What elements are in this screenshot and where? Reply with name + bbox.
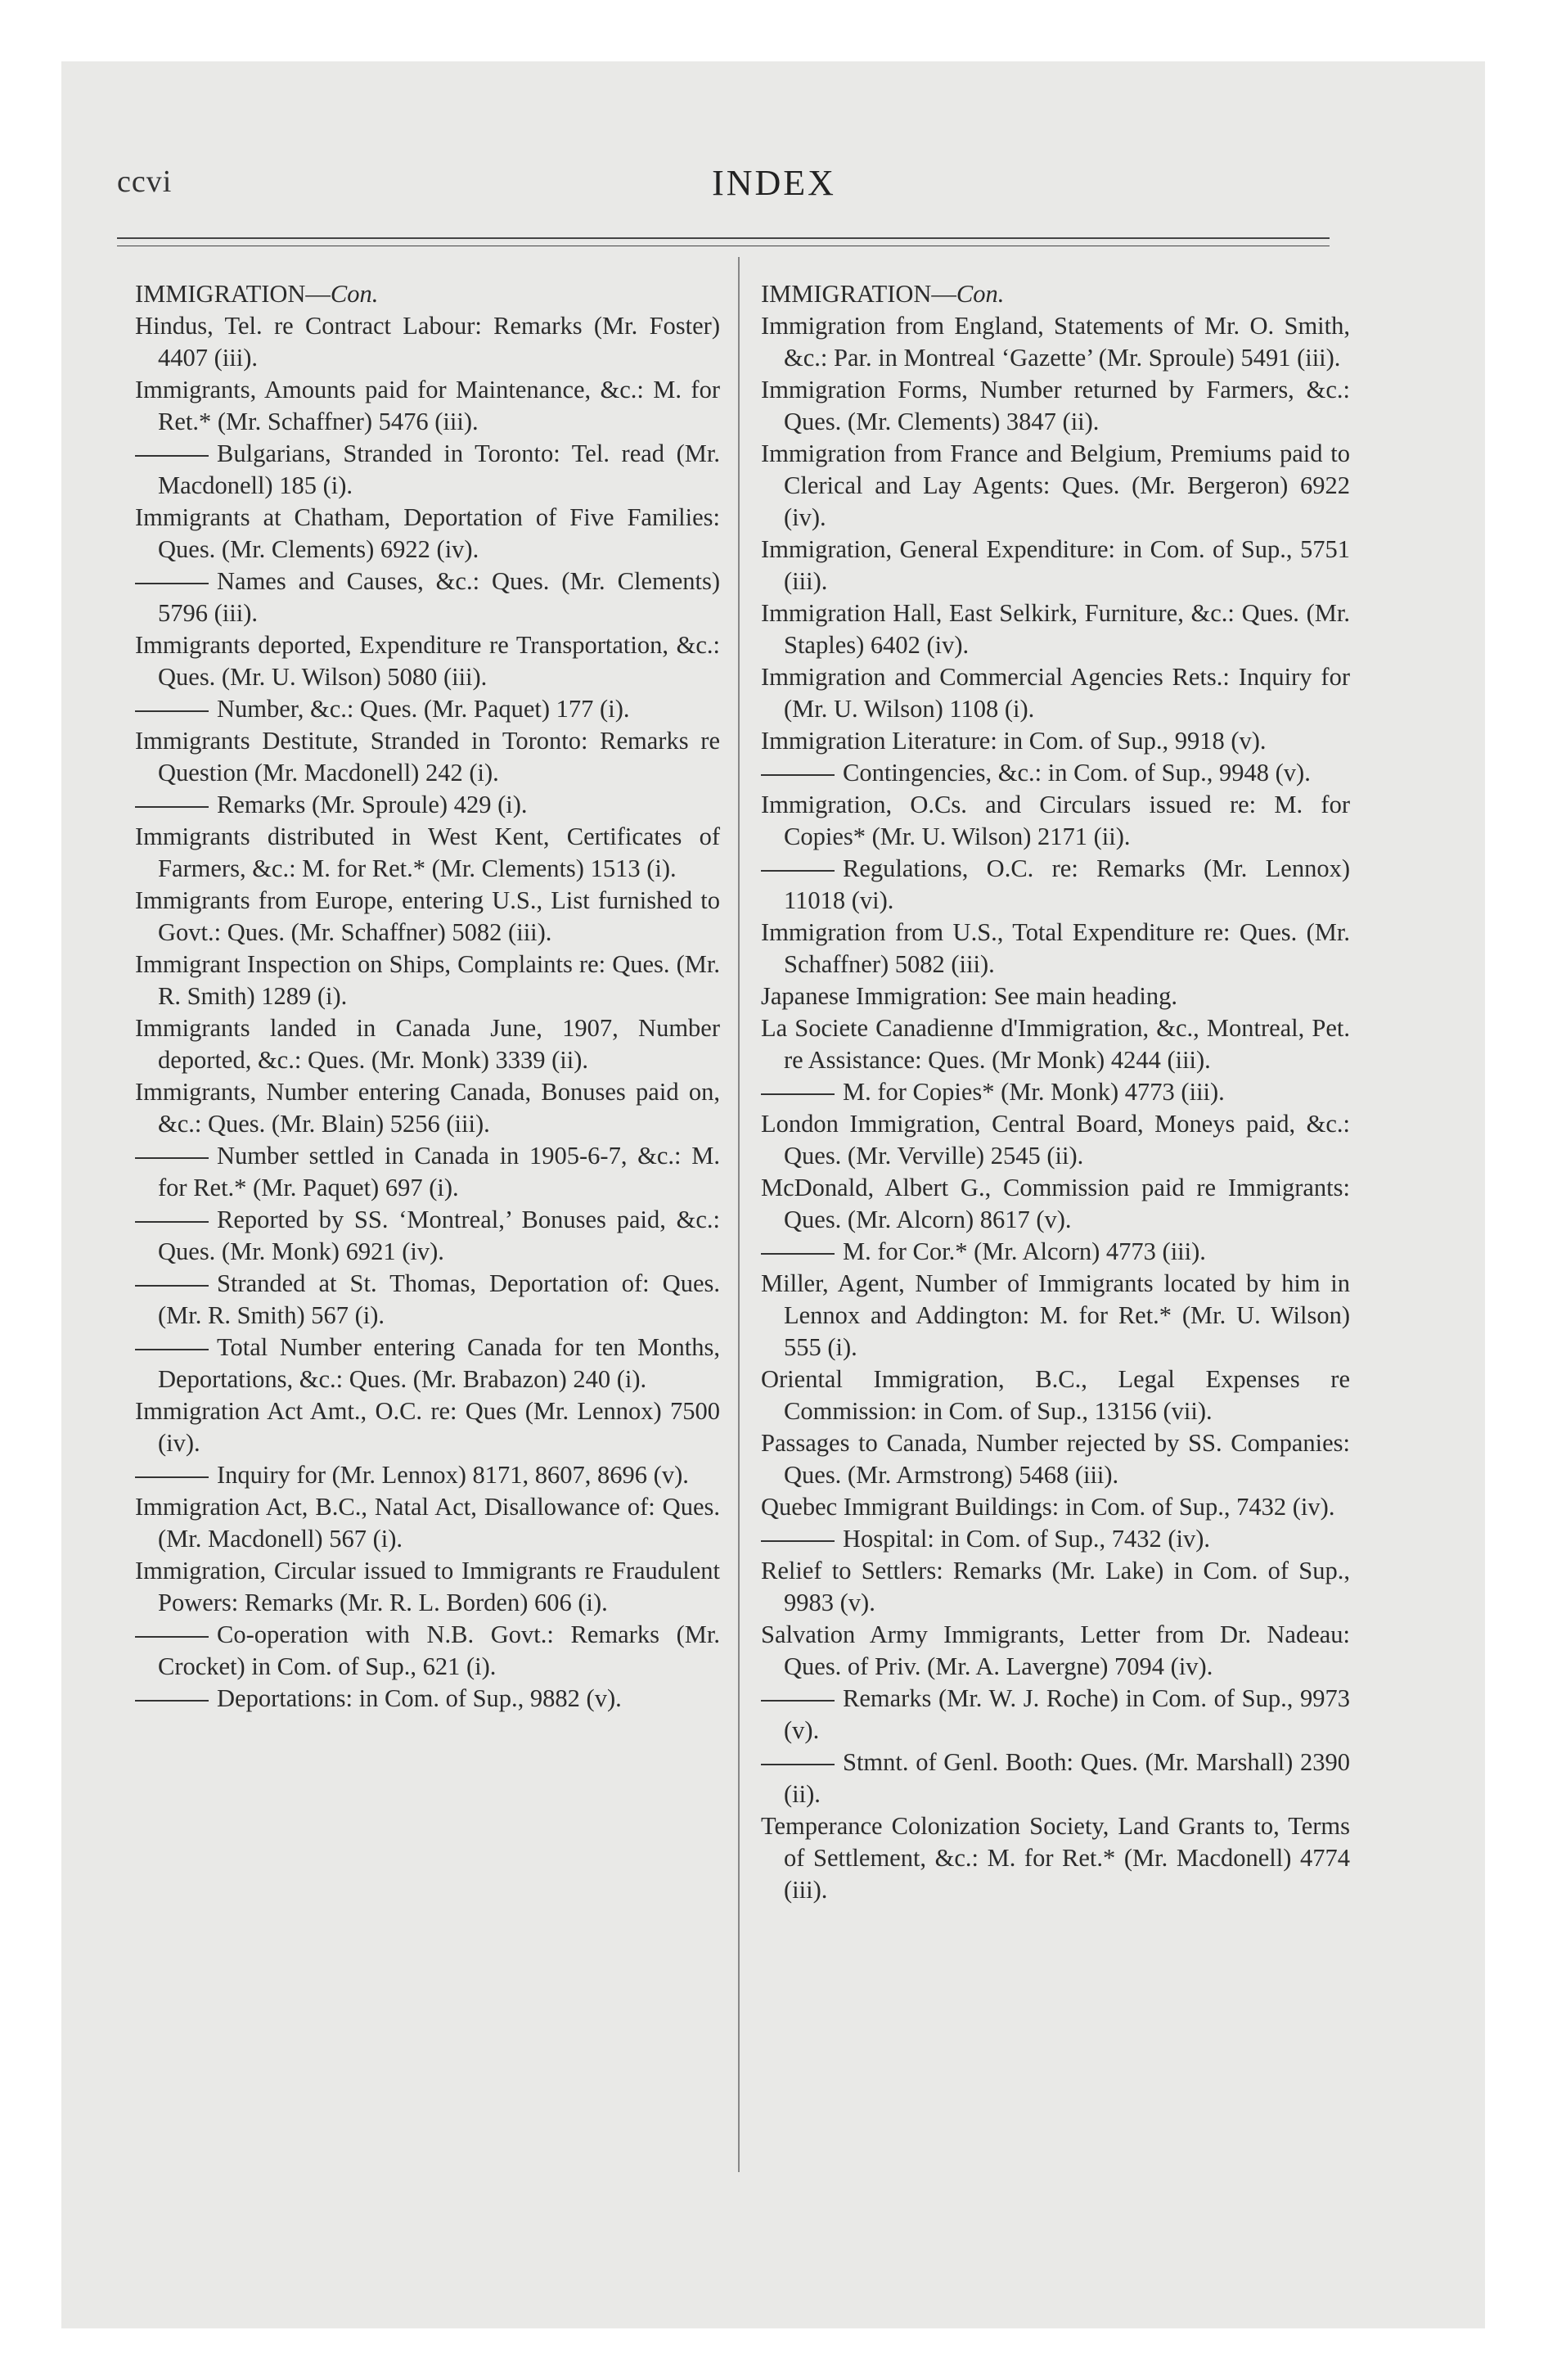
ditto-dash [761, 1764, 835, 1765]
index-entry-text: McDonald, Albert G., Commission paid re Immigrants: Ques. (Mr. Alcorn) 8617 (v). [761, 1174, 1350, 1233]
index-entry [761, 1364, 1350, 1427]
index-entry [135, 821, 720, 885]
index-entry [761, 853, 1350, 917]
left-column [135, 278, 720, 1715]
left-index-entries [135, 310, 720, 1715]
index-entry-text: Miller, Agent, Number of Immigrants located by him in Lennox and Addington: M. for Ret.* (Mr. U. Wilson) 555 (i). [761, 1269, 1350, 1361]
index-entry-text: M. for Copies* (Mr. Monk) 4773 (iii). [843, 1078, 1225, 1106]
index-entry [135, 374, 720, 438]
ditto-dash [135, 1636, 209, 1638]
index-entry [761, 917, 1350, 980]
index-entry-text: Deportations: in Com. of Sup., 9882 (v). [217, 1684, 622, 1712]
index-entry [761, 1108, 1350, 1172]
index-entry [135, 1076, 720, 1140]
index-entry [761, 661, 1350, 725]
left-column-heading [135, 278, 720, 310]
index-entry-text: M. for Cor.* (Mr. Alcorn) 4773 (iii). [843, 1237, 1206, 1265]
index-entry-text: Immigration and Commercial Agencies Rets.: Inquiry for (Mr. U. Wilson) 1108 (i). [761, 663, 1350, 723]
index-entry [135, 1555, 720, 1619]
index-entry-text: Immigration from France and Belgium, Premiums paid to Clerical and Lay Agents: Ques. (Mr. Bergeron) 6922 (iv). [761, 439, 1350, 531]
index-entry [135, 1268, 720, 1332]
index-entry-text: Number settled in Canada in 1905-6-7, &c.: M. for Ret.* (Mr. Paquet) 697 (i). [158, 1142, 720, 1201]
index-entry-text: Passages to Canada, Number rejected by SS. Companies: Ques. (Mr. Armstrong) 5468 (iii). [761, 1429, 1350, 1489]
index-entry [135, 1140, 720, 1204]
index-entry-text: Immigrants distributed in West Kent, Certificates of Farmers, &c.: M. for Ret.* (Mr. Clements) 1513 (i). [135, 823, 720, 882]
index-entry [761, 1523, 1350, 1555]
heading-main: IMMIGRATION— [135, 280, 331, 308]
index-entry-text: Immigrants landed in Canada June, 1907, Number deported, &c.: Ques. (Mr. Monk) 3339 (ii). [135, 1014, 720, 1074]
heading-continued: Con. [330, 280, 379, 308]
ditto-dash [135, 1349, 209, 1350]
index-entry-text: Immigration Act, B.C., Natal Act, Disallowance of: Ques. (Mr. Macdonell) 567 (i). [135, 1493, 720, 1553]
heading-continued: Con. [956, 280, 1005, 308]
index-entry-text: Immigrants at Chatham, Deportation of Five Families: Ques. (Mr. Clements) 6922 (iv). [135, 503, 720, 563]
ditto-dash [135, 806, 209, 808]
ditto-dash [761, 774, 835, 776]
index-entry-text: Immigrants deported, Expenditure re Transportation, &c.: Ques. (Mr. U. Wilson) 5080 (iii). [135, 631, 720, 691]
index-entry [761, 725, 1350, 757]
index-entry-text: Remarks (Mr. W. J. Roche) in Com. of Sup., 9973 (v). [784, 1684, 1350, 1744]
index-entry-text: Total Number entering Canada for ten Months, Deportations, &c.: Ques. (Mr. Brabazon) 240 (i). [158, 1333, 720, 1393]
ditto-dash [135, 455, 209, 457]
index-entry [761, 1810, 1350, 1906]
index-entry-text: London Immigration, Central Board, Moneys paid, &c.: Ques. (Mr. Verville) 2545 (ii). [761, 1110, 1350, 1170]
index-entry-text: Immigrants, Amounts paid for Maintenance, &c.: M. for Ret.* (Mr. Schaffner) 5476 (iii). [135, 376, 720, 435]
index-entry [135, 949, 720, 1012]
right-column [761, 278, 1350, 1906]
index-entry-text: Immigrants from Europe, entering U.S., List furnished to Govt.: Ques. (Mr. Schaffner) 5082 (iii). [135, 886, 720, 946]
index-entry-text: Quebec Immigrant Buildings: in Com. of Sup., 7432 (iv). [761, 1493, 1335, 1521]
index-entry [135, 566, 720, 629]
index-entry [761, 310, 1350, 374]
ditto-dash [761, 1093, 835, 1095]
ditto-dash [135, 710, 209, 712]
right-index-entries [761, 310, 1350, 1906]
index-entry [761, 1427, 1350, 1491]
index-entry [135, 629, 720, 693]
page-number: ccvi [117, 165, 173, 199]
index-entry-text: Immigration Act Amt., O.C. re: Ques (Mr. Lennox) 7500 (iv). [135, 1397, 720, 1457]
ditto-dash [135, 1700, 209, 1702]
index-entry [761, 1555, 1350, 1619]
index-entry [761, 1076, 1350, 1108]
index-entry-text: Immigration, O.Cs. and Circulars issued re: M. for Copies* (Mr. U. Wilson) 2171 (ii). [761, 791, 1350, 850]
ditto-dash [135, 1285, 209, 1287]
index-entry [135, 725, 720, 789]
index-entry [761, 1012, 1350, 1076]
ditto-dash [135, 583, 209, 584]
ditto-dash [761, 870, 835, 872]
index-entry-text: Japanese Immigration: See main heading. [761, 982, 1178, 1010]
index-entry-text: Names and Causes, &c.: Ques. (Mr. Clements) 5796 (iii). [158, 567, 720, 627]
index-entry-text: Immigration Forms, Number returned by Farmers, &c.: Ques. (Mr. Clements) 3847 (ii). [761, 376, 1350, 435]
index-entry [761, 1747, 1350, 1810]
ditto-dash [761, 1540, 835, 1542]
index-entry-text: Number, &c.: Ques. (Mr. Paquet) 177 (i). [217, 695, 630, 723]
index-entry [135, 1012, 720, 1076]
ditto-dash [761, 1253, 835, 1255]
index-entry [135, 1332, 720, 1395]
index-entry-text: Immigration, General Expenditure: in Com. of Sup., 5751 (iii). [761, 535, 1350, 595]
index-entry [135, 693, 720, 725]
index-entry-text: Hindus, Tel. re Contract Labour: Remarks (Mr. Foster) 4407 (iii). [135, 312, 720, 372]
index-entry [135, 1619, 720, 1683]
index-entry-text: Immigration from U.S., Total Expenditure re: Ques. (Mr. Schaffner) 5082 (iii). [761, 918, 1350, 978]
index-entry [761, 757, 1350, 789]
index-entry [761, 1172, 1350, 1236]
index-entry-text: Co-operation with N.B. Govt.: Remarks (Mr. Crocket) in Com. of Sup., 621 (i). [158, 1620, 720, 1680]
index-entry [761, 1268, 1350, 1364]
index-entry [761, 374, 1350, 438]
index-entry [135, 1395, 720, 1459]
index-entry [135, 502, 720, 566]
index-entry [135, 1204, 720, 1268]
index-entry-text: Remarks (Mr. Sproule) 429 (i). [217, 791, 528, 818]
index-entry-text: Hospital: in Com. of Sup., 7432 (iv). [843, 1525, 1211, 1553]
index-entry-text: Immigrant Inspection on Ships, Complaints re: Ques. (Mr. R. Smith) 1289 (i). [135, 950, 720, 1010]
index-entry-text: Immigration, Circular issued to Immigrants re Fraudulent Powers: Remarks (Mr. R. L. Borden) 606 (i). [135, 1557, 720, 1616]
index-entry [135, 885, 720, 949]
index-entry [135, 789, 720, 821]
index-entry-text: La Societe Canadienne d'Immigration, &c., Montreal, Pet. re Assistance: Ques. (Mr Monk) 4244 (iii). [761, 1014, 1350, 1074]
header-rule-thick [117, 237, 1330, 239]
ditto-dash [761, 1700, 835, 1702]
index-entry [761, 1683, 1350, 1747]
ditto-dash [135, 1476, 209, 1478]
heading-main: IMMIGRATION— [761, 280, 956, 308]
index-entry-text: Immigration from England, Statements of Mr. O. Smith, &c.: Par. in Montreal ‘Gazette’ (Mr. Sproule) 5491 (iii). [761, 312, 1350, 372]
right-column-heading [761, 278, 1350, 310]
index-entry [135, 310, 720, 374]
index-entry [761, 1491, 1350, 1523]
index-entry-text: Immigration Hall, East Selkirk, Furniture, &c.: Ques. (Mr. Staples) 6402 (iv). [761, 599, 1350, 659]
index-entry [761, 597, 1350, 661]
index-entry [761, 789, 1350, 853]
index-entry-text: Inquiry for (Mr. Lennox) 8171, 8607, 8696 (v). [217, 1461, 689, 1489]
index-entry-text: Stranded at St. Thomas, Deportation of: Ques. (Mr. R. Smith) 567 (i). [158, 1269, 720, 1329]
index-entry-text: Salvation Army Immigrants, Letter from Dr. Nadeau: Ques. of Priv. (Mr. A. Lavergne) 7094 (iv). [761, 1620, 1350, 1680]
index-entry-text: Stmnt. of Genl. Booth: Ques. (Mr. Marshall) 2390 (ii). [784, 1748, 1350, 1808]
index-entry [761, 980, 1350, 1012]
page-title: INDEX [712, 163, 836, 203]
column-divider [738, 257, 740, 2172]
index-entry [761, 1619, 1350, 1683]
index-entry-text: Relief to Settlers: Remarks (Mr. Lake) in Com. of Sup., 9983 (v). [761, 1557, 1350, 1616]
index-entry [135, 438, 720, 502]
index-entry-text: Regulations, O.C. re: Remarks (Mr. Lennox) 11018 (vi). [784, 854, 1350, 914]
index-entry-text: Immigrants Destitute, Stranded in Toronto: Remarks re Question (Mr. Macdonell) 242 (i). [135, 727, 720, 787]
index-entry [135, 1683, 720, 1715]
index-entry [761, 534, 1350, 597]
index-entry-text: Oriental Immigration, B.C., Legal Expenses re Commission: in Com. of Sup., 13156 (vii). [761, 1365, 1350, 1425]
ditto-dash [135, 1221, 209, 1223]
index-entry [761, 438, 1350, 534]
index-entry-text: Immigrants, Number entering Canada, Bonuses paid on, &c.: Ques. (Mr. Blain) 5256 (iii). [135, 1078, 720, 1138]
ditto-dash [135, 1157, 209, 1159]
index-entry-text: Bulgarians, Stranded in Toronto: Tel. read (Mr. Macdonell) 185 (i). [158, 439, 720, 499]
index-entry-text: Reported by SS. ‘Montreal,’ Bonuses paid, &c.: Ques. (Mr. Monk) 6921 (iv). [158, 1206, 720, 1265]
index-entry-text: Temperance Colonization Society, Land Grants to, Terms of Settlement, &c.: M. for Ret.* (Mr. Macdonell) 4774 (iii). [761, 1812, 1350, 1904]
index-entry [135, 1491, 720, 1555]
index-entry [135, 1459, 720, 1491]
index-entry [761, 1236, 1350, 1268]
index-entry-text: Contingencies, &c.: in Com. of Sup., 9948 (v). [843, 759, 1311, 787]
index-entry-text: Immigration Literature: in Com. of Sup., 9918 (v). [761, 727, 1267, 755]
